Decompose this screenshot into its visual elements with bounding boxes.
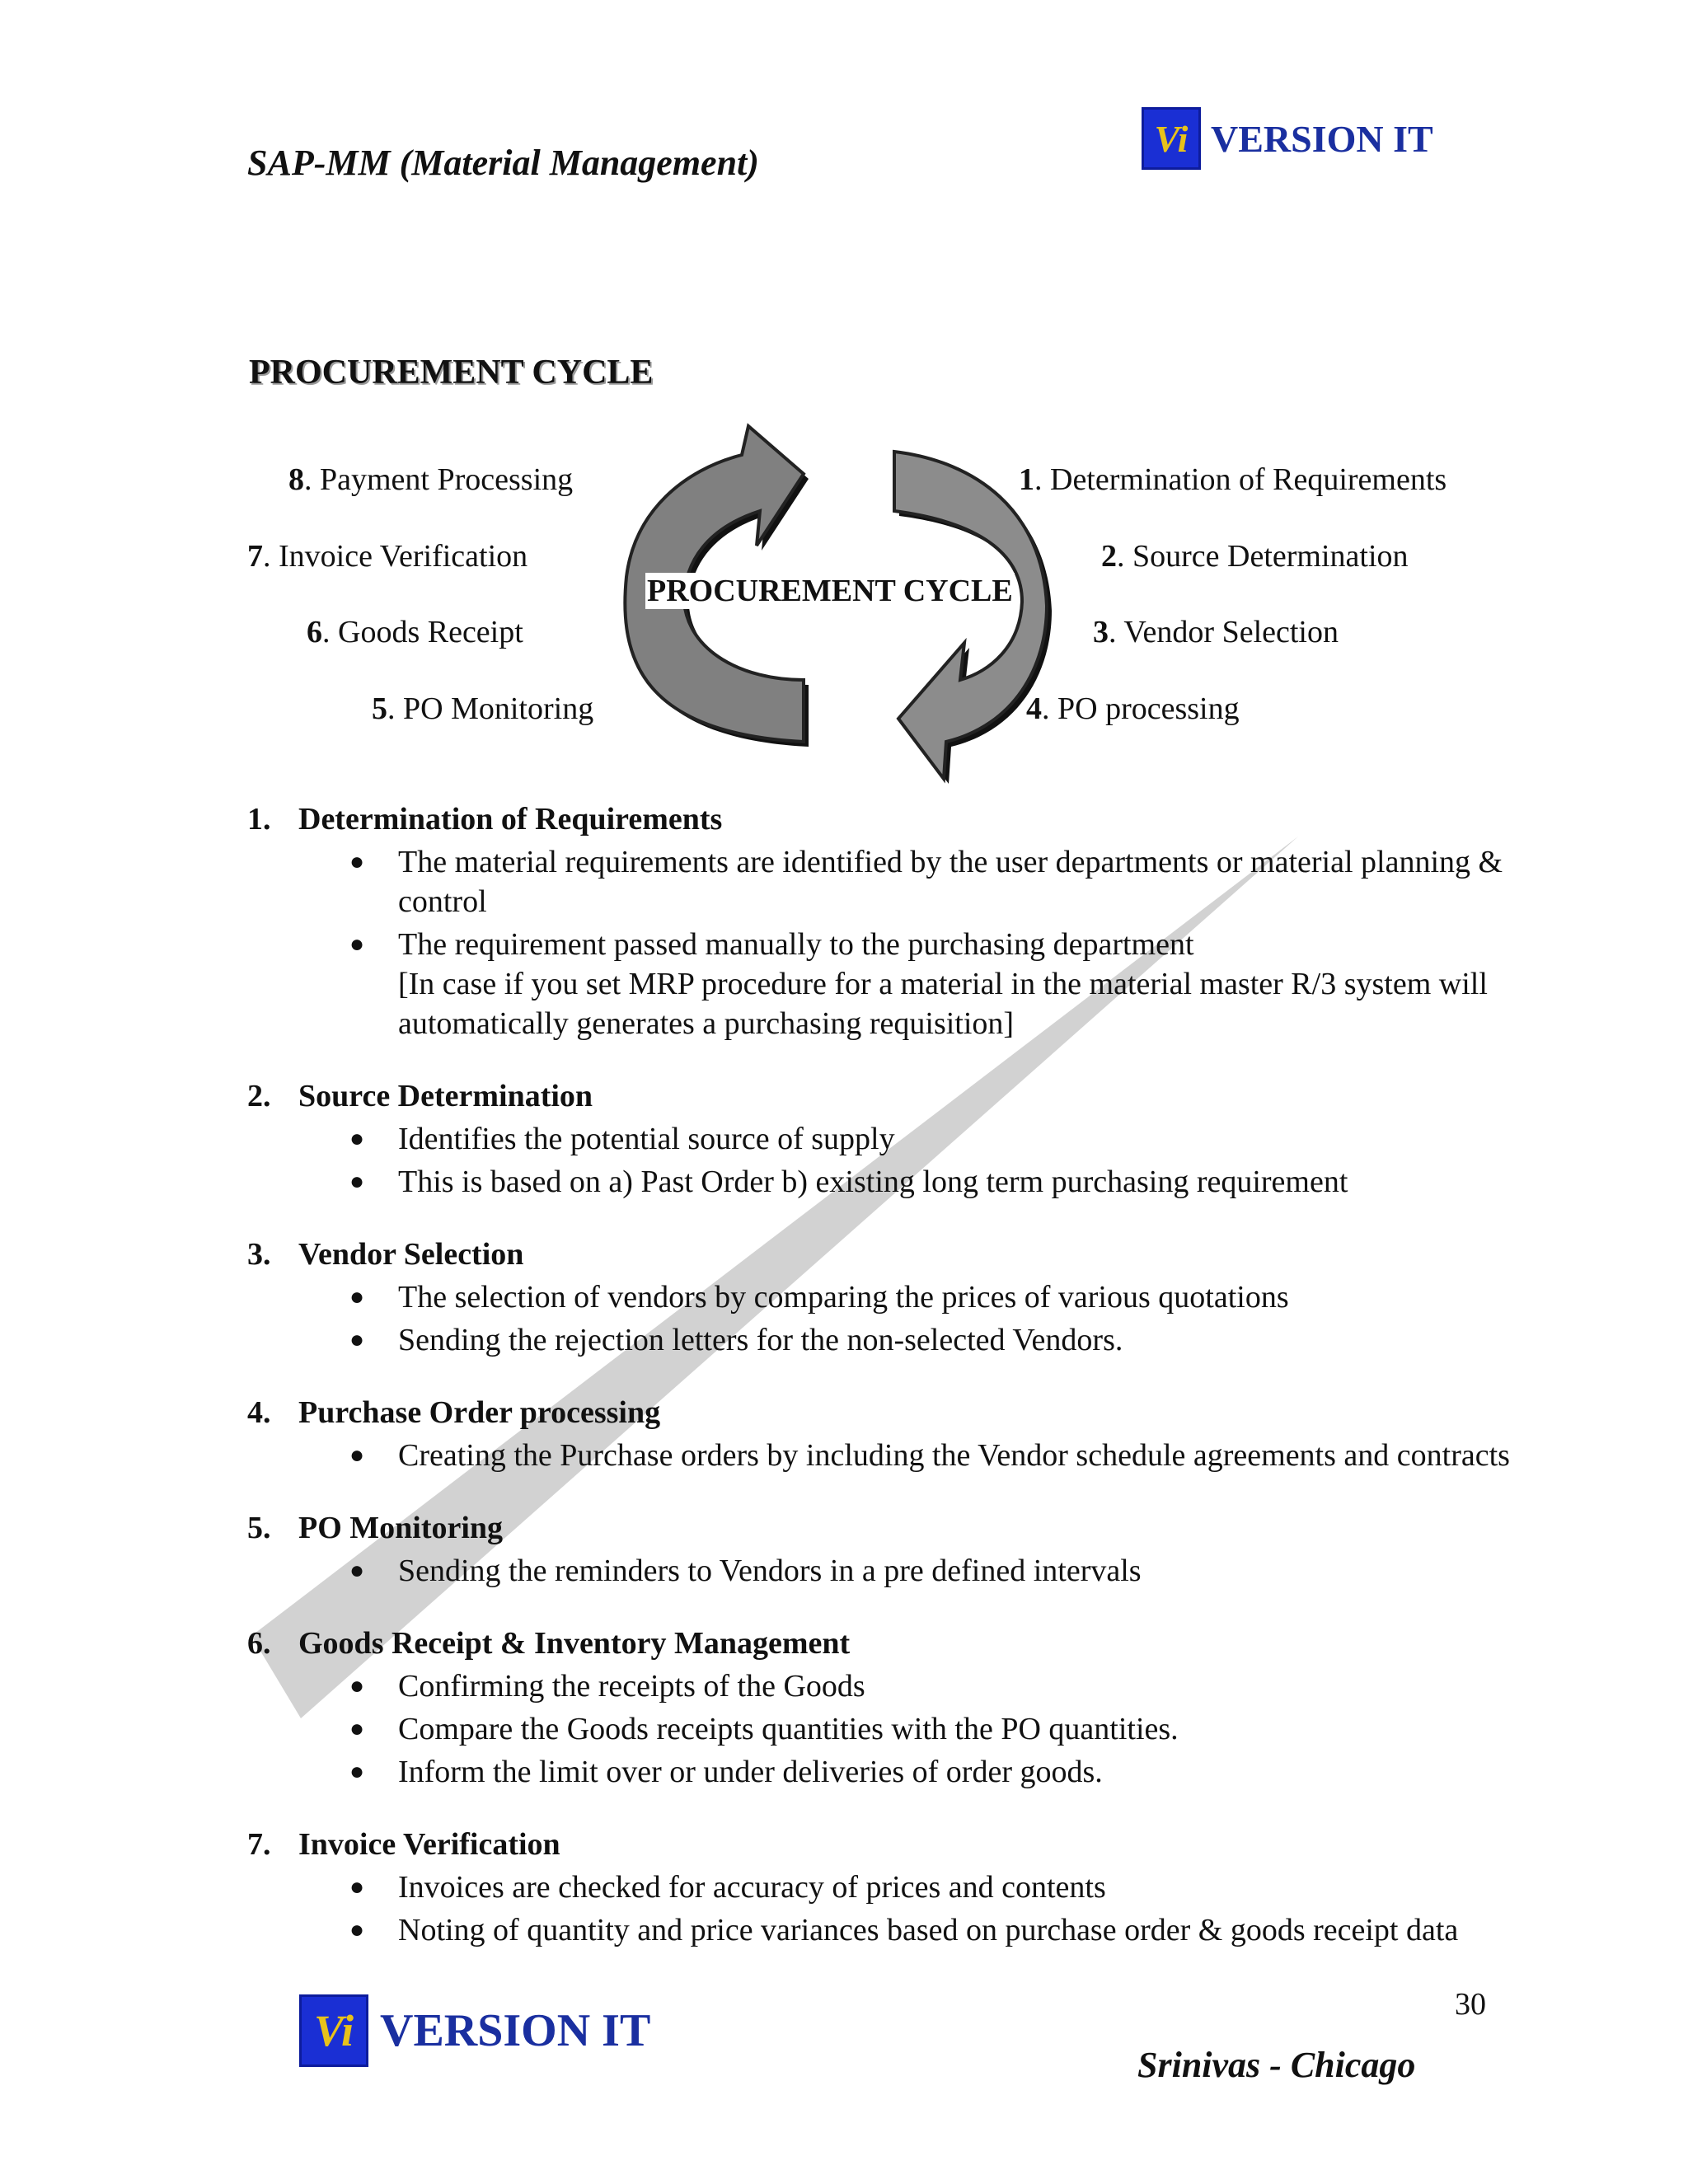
- list-item: ● Confirming the receipts of the Goods: [349, 1669, 865, 1704]
- step-section: [247, 1624, 1599, 1792]
- cycle-step-4: 4. PO processing: [1026, 691, 1240, 726]
- list-item: ● Sending the reminders to Vendors in a pre defined intervals: [349, 1554, 1142, 1588]
- section-title: PROCUREMENT CYCLE: [249, 354, 654, 391]
- list-item: ● The material requirements are identified by the user departments or material planning & control: [349, 845, 1503, 919]
- step-heading: 5. PO Monitoring: [247, 1511, 504, 1545]
- cycle-step-6: 6. Goods Receipt: [307, 615, 523, 649]
- cycle-step-8: 8. Payment Processing: [288, 462, 574, 497]
- step-heading: 3. Vendor Selection: [247, 1237, 524, 1272]
- step-section: [247, 1508, 1599, 1591]
- logo-text: VERSION IT: [380, 2005, 651, 2056]
- logo-mark: Vi: [299, 1994, 368, 2067]
- step-section: [247, 1235, 1599, 1360]
- step-heading: 2. Source Determination: [247, 1079, 593, 1113]
- list-item: ● This is based on a) Past Order b) existing long term purchasing requirement: [349, 1165, 1348, 1199]
- footer-author: Srinivas - Chicago: [1137, 2045, 1416, 2085]
- cycle-arrows-diagram: [0, 0, 1688, 824]
- footer-logo: [299, 1994, 650, 2067]
- step-section: [247, 799, 1599, 1043]
- step-section: [247, 1393, 1599, 1475]
- page-number: 30: [1455, 1987, 1486, 2022]
- logo-text: VERSION IT: [1211, 117, 1433, 160]
- cycle-arrow-right: [894, 452, 1047, 779]
- list-item: ● The selection of vendors by comparing the prices of various quotations: [349, 1280, 1289, 1315]
- step-heading: 7. Invoice Verification: [247, 1827, 560, 1862]
- step-heading: 4. Purchase Order processing: [247, 1395, 661, 1430]
- step-section: [247, 1825, 1599, 1950]
- step-section: [247, 1076, 1599, 1202]
- cycle-center-label: PROCUREMENT CYCLE: [647, 574, 1013, 608]
- step-heading: 6. Goods Receipt & Inventory Management: [247, 1626, 851, 1661]
- list-item: ● Creating the Purchase orders by including the Vendor schedule agreements and contracts: [349, 1438, 1510, 1473]
- list-item: ● Compare the Goods receipts quantities with the PO quantities.: [349, 1712, 1179, 1746]
- cycle-step-5: 5. PO Monitoring: [372, 691, 594, 726]
- document-title: SAP-MM (Material Management): [247, 143, 759, 183]
- list-item: ● Sending the rejection letters for the non-selected Vendors.: [349, 1323, 1123, 1357]
- list-item: ● Noting of quantity and price variances based on purchase order & goods receipt data: [349, 1913, 1459, 1947]
- list-item: ● Invoices are checked for accuracy of prices and contents: [349, 1870, 1106, 1905]
- logo-mark: Vi: [1142, 107, 1201, 170]
- list-item: ● The requirement passed manually to the purchasing department: [349, 927, 1194, 962]
- cycle-step-2: 2. Source Determination: [1101, 539, 1409, 574]
- procurement-steps-list: [247, 799, 1599, 1983]
- cycle-step-3: 3. Vendor Selection: [1093, 615, 1339, 649]
- cycle-step-1: 1. Determination of Requirements: [1019, 462, 1447, 497]
- list-item: ● Inform the limit over or under deliveries of order goods.: [349, 1755, 1103, 1789]
- step-heading: 1. Determination of Requirements: [247, 802, 723, 837]
- list-item: ● Identifies the potential source of supply: [349, 1122, 895, 1156]
- cycle-step-7: 7. Invoice Verification: [247, 539, 528, 574]
- step-note: [In case if you set MRP procedure for a material in the material master R/3 system will automatically generates a purchasing requisition]: [398, 967, 1488, 1041]
